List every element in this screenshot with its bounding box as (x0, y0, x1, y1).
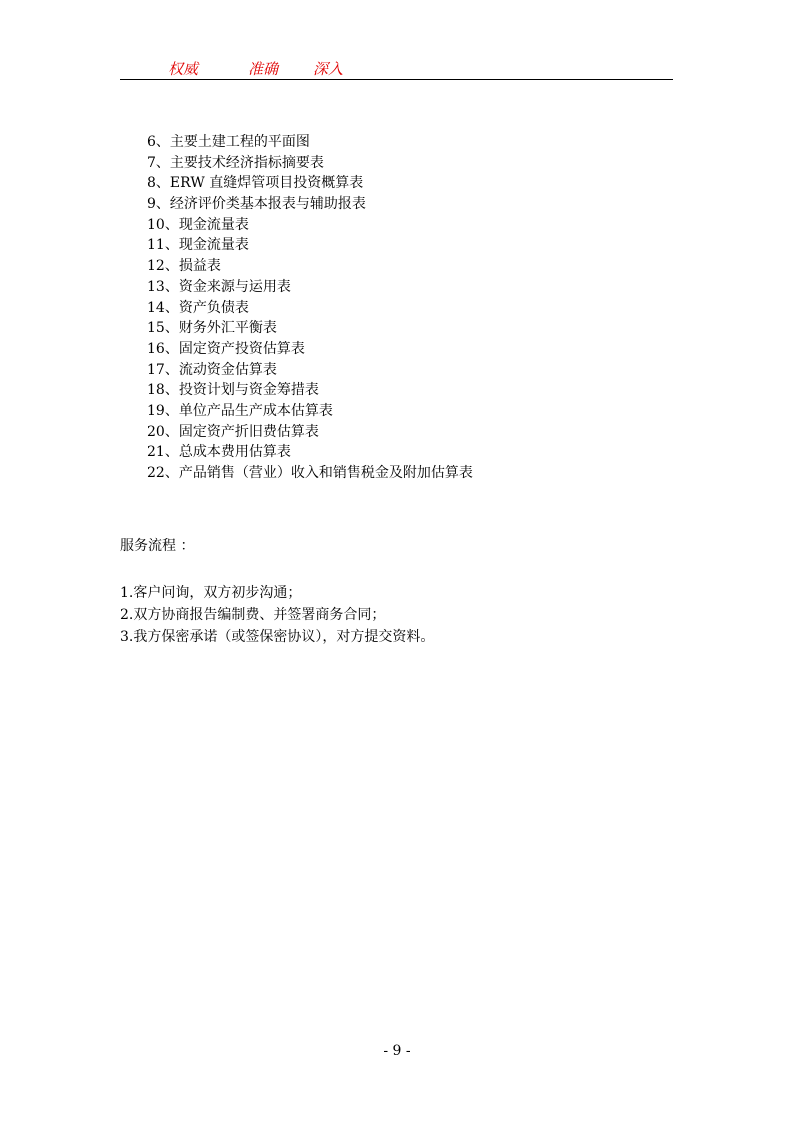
service-step: 1.客户问询，双方初步沟通； (120, 585, 302, 601)
list-item: 19、单位产品生产成本估算表 (147, 402, 333, 419)
service-steps-list (120, 582, 434, 648)
list-item: 14、资产负债表 (147, 299, 249, 316)
list-item: 6、主要土建工程的平面图 (147, 134, 310, 150)
service-process-title: 服务流程 ： (120, 538, 195, 554)
list-item: 11、现金流量表 (147, 237, 249, 254)
service-step: 2.双方协商报告编制费、并签署商务合同； (120, 607, 386, 623)
list-item: 7、主要技术经济指标摘要表 (147, 154, 324, 171)
list-item: 16、固定资产投资估算表 (147, 340, 305, 357)
list-item: 9、经济评价类基本报表与辅助报表 (147, 196, 366, 213)
report-contents-list (147, 132, 473, 484)
list-item: 17、流动资金估算表 (147, 361, 277, 378)
list-item: 22、产品销售（营业）收入和销售税金及附加估算表 (147, 465, 473, 481)
page-number: - 9 - (383, 1043, 411, 1059)
list-item: 8、ERW 直缝焊管项目投资概算表 (147, 175, 364, 192)
list-item: 21、总成本费用估算表 (147, 444, 291, 461)
page-header (120, 55, 673, 80)
header-word-depth: 深入 (313, 60, 344, 78)
header-word-accuracy: 准确 (248, 60, 279, 78)
list-item: 12、损益表 (147, 258, 221, 275)
service-step: 3.我方保密承诺（或签保密协议），对方提交资料。 (120, 629, 435, 645)
list-item: 13、资金来源与运用表 (147, 278, 291, 295)
list-item: 18、投资计划与资金筹措表 (147, 382, 319, 399)
header-word-authority: 权威 (168, 60, 199, 78)
list-item: 15、财务外汇平衡表 (147, 320, 277, 337)
list-item: 10、现金流量表 (147, 216, 249, 233)
list-item: 20、固定资产折旧费估算表 (147, 423, 319, 440)
